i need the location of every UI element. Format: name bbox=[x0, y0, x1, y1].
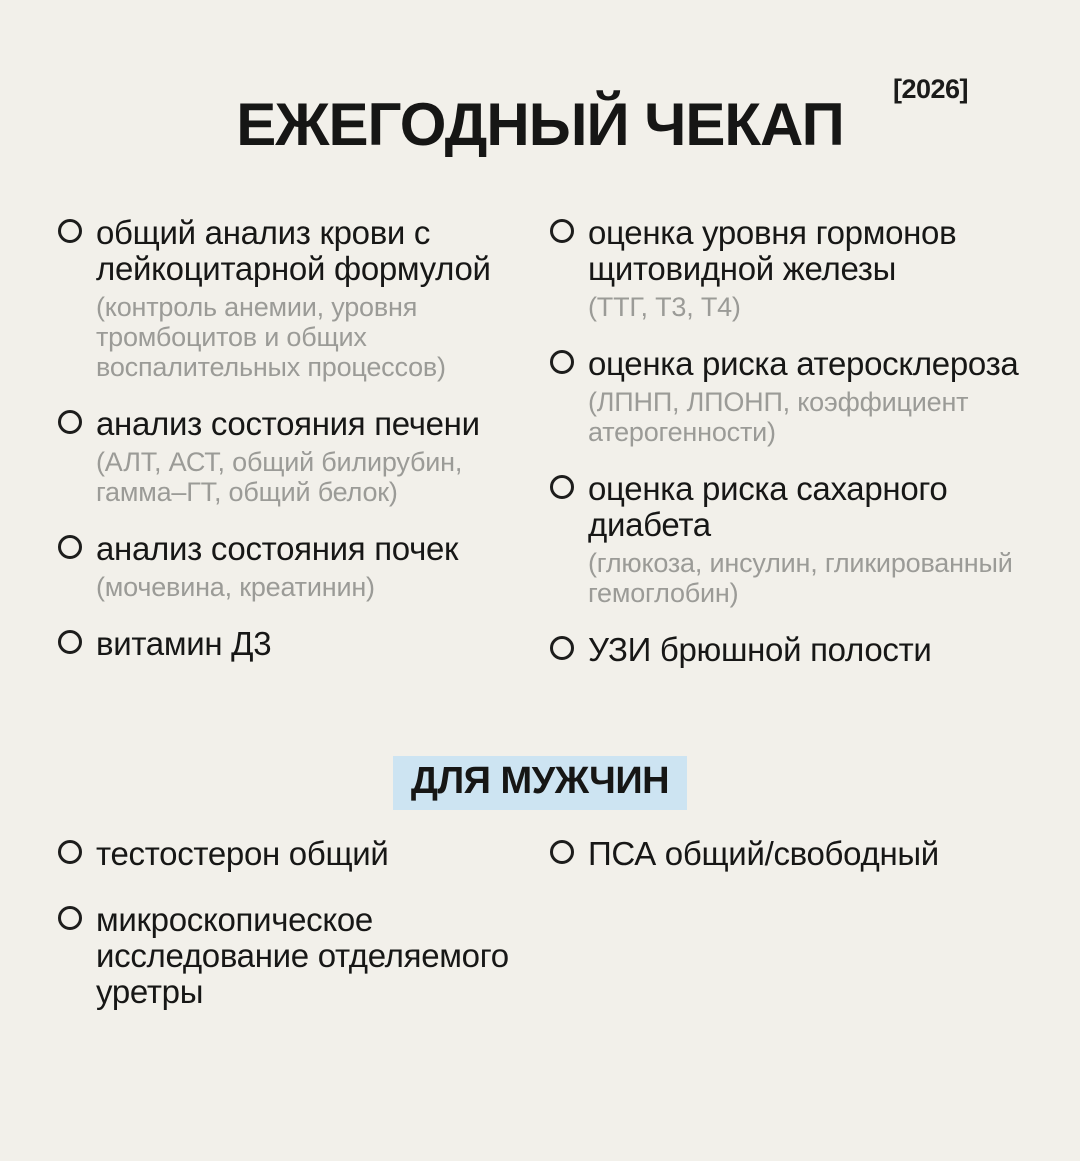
checkbox-circle-icon[interactable] bbox=[550, 475, 574, 499]
item-label: оценка риска атеросклероза bbox=[588, 345, 1019, 382]
checklist-item-abdominal-ultrasound bbox=[550, 632, 1030, 668]
checkbox-circle-icon[interactable] bbox=[58, 906, 82, 930]
item-label: УЗИ брюшной полости bbox=[588, 631, 932, 668]
item-label: анализ состояния печени bbox=[96, 405, 480, 442]
item-label: общий анализ крови с лейкоцитарной формулой bbox=[96, 214, 491, 287]
checklist-item-thyroid bbox=[550, 215, 1030, 322]
checklist-item-atherosclerosis bbox=[550, 346, 1030, 447]
item-label: ПСА общий/свободный bbox=[588, 835, 939, 872]
checklist-item-liver bbox=[58, 406, 510, 507]
item-note: (АЛТ, АСТ, общий билирубин, гамма–ГТ, общий белок) bbox=[96, 447, 463, 507]
checklist-left-column bbox=[58, 215, 510, 668]
checklist-item-diabetes bbox=[550, 471, 1030, 608]
item-note: (ТТГ, Т3, Т4) bbox=[588, 292, 741, 322]
item-label: микроскопическое исследование отделяемого уретры bbox=[96, 901, 509, 1010]
men-section-heading: ДЛЯ МУЖЧИН bbox=[393, 756, 687, 810]
checkbox-circle-icon[interactable] bbox=[58, 535, 82, 559]
checklist-item-kidneys bbox=[58, 531, 510, 602]
checklist-item-urethra-microscopy bbox=[58, 902, 510, 1010]
item-label: витамин Д3 bbox=[96, 625, 272, 662]
checklist-right-column bbox=[550, 215, 1030, 668]
checklist-item-psa bbox=[550, 836, 1030, 872]
checkbox-circle-icon[interactable] bbox=[550, 219, 574, 243]
men-checklist-grid bbox=[0, 836, 1080, 1040]
header bbox=[0, 0, 1080, 159]
checkbox-circle-icon[interactable] bbox=[58, 410, 82, 434]
item-note: (ЛПНП, ЛПОНП, коэффициент атерогенности) bbox=[588, 387, 969, 447]
item-label: оценка риска сахарного диабета bbox=[588, 470, 948, 543]
checkbox-circle-icon[interactable] bbox=[550, 840, 574, 864]
checklist-item-blood bbox=[58, 215, 510, 382]
checkbox-circle-icon[interactable] bbox=[58, 219, 82, 243]
item-label: тестостерон общий bbox=[96, 835, 389, 872]
checklist-item-testosterone bbox=[58, 836, 510, 872]
men-right-column bbox=[550, 836, 1030, 1040]
item-label: оценка уровня гормонов щитовидной железы bbox=[588, 214, 957, 287]
checkbox-circle-icon[interactable] bbox=[58, 630, 82, 654]
item-label: анализ состояния почек bbox=[96, 530, 459, 567]
checkbox-circle-icon[interactable] bbox=[58, 840, 82, 864]
year-badge: [2026] bbox=[892, 74, 968, 104]
item-note: (контроль анемии, уровня тромбоцитов и общих воспалительных процессов) bbox=[96, 292, 446, 382]
page-title: ЕЖЕГОДНЫЙ ЧЕКАП bbox=[236, 91, 844, 158]
checklist-item-vitamin-d3 bbox=[58, 626, 510, 662]
checkbox-circle-icon[interactable] bbox=[550, 636, 574, 660]
item-note: (мочевина, креатинин) bbox=[96, 572, 375, 602]
item-note: (глюкоза, инсулин, гликированный гемоглобин) bbox=[588, 548, 1013, 608]
men-left-column bbox=[58, 836, 510, 1040]
men-section-heading-wrap bbox=[0, 756, 1080, 810]
checklist-grid bbox=[0, 215, 1080, 668]
checkbox-circle-icon[interactable] bbox=[550, 350, 574, 374]
